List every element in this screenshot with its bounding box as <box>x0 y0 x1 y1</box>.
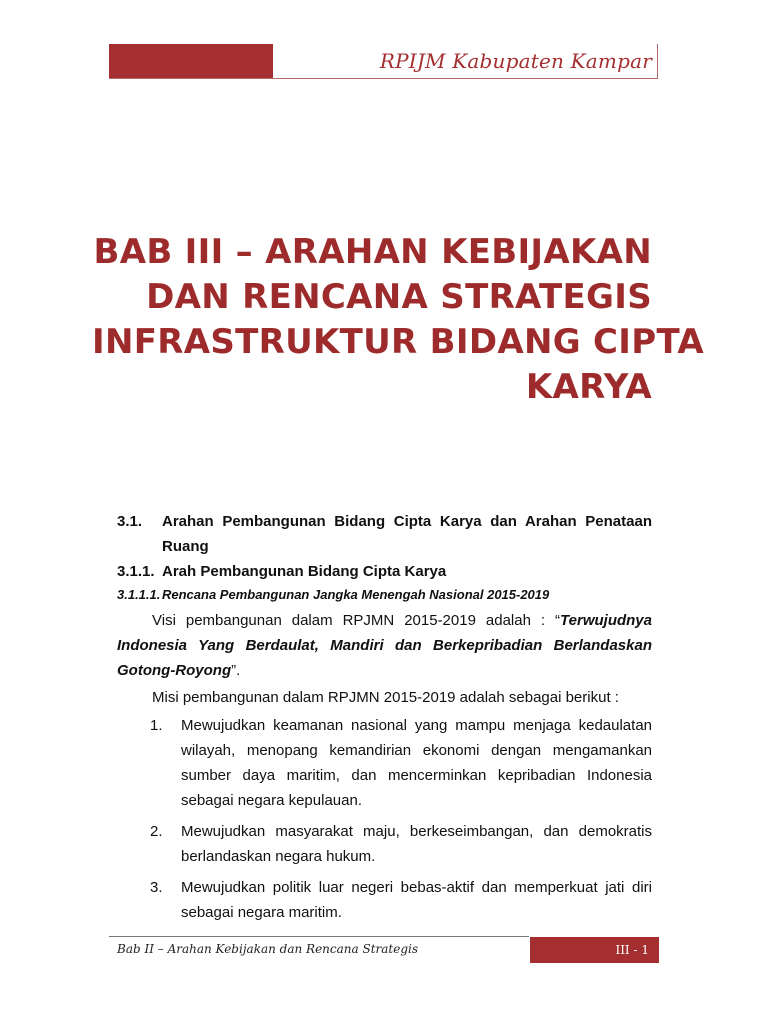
visi-statement: Terwujudnya Indonesia Yang Berdaulat, Mandiri dan Berkepribadian Berlandaskan Gotong-Royong <box>117 612 652 679</box>
chapter-title-line: INFRASTRUKTUR BIDANG CIPTA <box>92 322 704 362</box>
list-item <box>117 819 652 869</box>
footer-divider <box>109 936 529 937</box>
visi-paragraph <box>117 608 652 683</box>
section-title: Arah Pembangunan Bidang Cipta Karya <box>162 563 447 580</box>
list-item-number: 1. <box>150 717 163 734</box>
section-heading-3-1 <box>117 509 652 559</box>
section-heading-3-1-1-1 <box>117 584 652 606</box>
list-item <box>117 713 652 813</box>
visi-close: ”. <box>231 662 241 679</box>
header-title: RPIJM Kabupaten Kampar <box>379 49 652 73</box>
section-title: Rencana Pembangunan Jangka Menengah Nasional 2015-2019 <box>162 587 550 602</box>
chapter-title <box>92 230 704 410</box>
section-number: 3.1. <box>117 513 143 530</box>
misi-list <box>117 713 652 925</box>
chapter-title-line: DAN RENCANA STRATEGIS <box>146 277 652 317</box>
page-number-badge <box>530 937 659 963</box>
list-item-text: Mewujudkan masyarakat maju, berkeseimbangan, dan demokratis berlandaskan negara hukum. <box>181 823 652 865</box>
header-accent-block <box>109 44 273 78</box>
section-number: 3.1.1. <box>117 563 155 580</box>
document-body <box>117 509 652 931</box>
visi-intro: Visi pembangunan dalam RPJMN 2015-2019 adalah : “ <box>152 612 561 629</box>
chapter-title-line: BAB III – ARAHAN KEBIJAKAN <box>93 232 652 272</box>
list-item-number: 2. <box>150 823 163 840</box>
chapter-title-line: KARYA <box>525 367 652 407</box>
section-title: Arahan Pembangunan Bidang Cipta Karya dan Arahan Penataan Ruang <box>162 513 652 555</box>
list-item-text: Mewujudkan keamanan nasional yang mampu menjaga kedaulatan wilayah, menopang kemandirian ekonomi dengan mengamankan sumber daya maritim, dan mencerminkan kepribadian Indonesia sebagai negara kepulauan. <box>181 717 652 809</box>
list-item-text: Mewujudkan politik luar negeri bebas-aktif dan memperkuat jati diri sebagai negara maritim. <box>181 879 652 921</box>
header-divider <box>109 78 658 79</box>
footer-chapter-label: Bab II – Arahan Kebijakan dan Rencana Strategis <box>117 942 419 956</box>
page-number: III - 1 <box>615 943 649 957</box>
section-heading-3-1-1 <box>117 559 652 584</box>
header-divider-vertical <box>657 44 658 79</box>
list-item-number: 3. <box>150 879 163 896</box>
list-item <box>117 875 652 925</box>
section-number: 3.1.1.1. <box>117 587 161 602</box>
misi-intro: Misi pembangunan dalam RPJMN 2015-2019 adalah sebagai berikut : <box>152 689 619 706</box>
